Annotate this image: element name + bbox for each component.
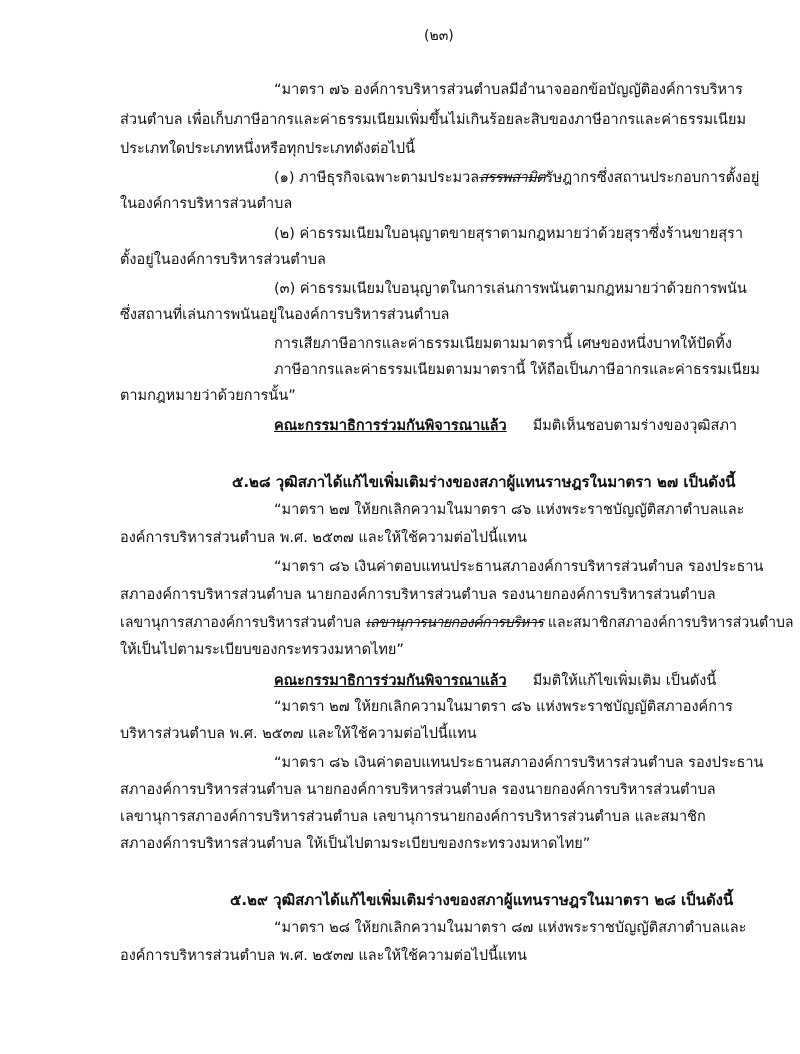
committee-label: คณะกรรมาธิการร่วมกันพิจารณาแล้ว bbox=[274, 673, 507, 689]
section-5-28-d-line-4: สภาองค์การบริหารส่วนตำบล ให้เป็นไปตามระเบียบของกระทรวงมหาดไทย” bbox=[120, 836, 591, 852]
b3-text-after: และสมาชิกสภาองค์การบริหารส่วนตำบล bbox=[543, 615, 794, 631]
section-5-28-c-line-1: “มาตรา ๒๗ ให้ยกเลิกความในมาตรา ๘๖ แห่งพระราชบัญญัติสภาองค์การ bbox=[274, 699, 733, 715]
paragraph-tax-line-1: ภาษีอากรและค่าธรรมเนียมตามมาตรานี้ ให้ถือเป็นภาษีอากรและค่าธรรมเนียม bbox=[274, 362, 760, 378]
section-5-28-d-line-2: สภาองค์การบริหารส่วนตำบล นายกองค์การบริหารส่วนตำบล รองนายกองค์การบริหารส่วนตำบล bbox=[120, 782, 716, 798]
item-1-text-before: (๑) ภาษีธุรกิจเฉพาะตามประมวล bbox=[274, 170, 480, 186]
item-3-line-1: (๓) ค่าธรรมเนียมใบอนุญาตในการเล่นการพนันตามกฎหมายว่าด้วยการพนัน bbox=[274, 281, 747, 297]
section-76-line-3: ประเภทใดประเภทหนึ่งหรือทุกประเภทดังต่อไปนี้ bbox=[120, 141, 416, 157]
section-5-28-b-line-2: สภาองค์การบริหารส่วนตำบล นายกองค์การบริหารส่วนตำบล รองนายกองค์การบริหารส่วนตำบล bbox=[120, 587, 716, 603]
section-5-28-a-line-1: “มาตรา ๒๗ ให้ยกเลิกความในมาตรา ๘๖ แห่งพระราชบัญญัติสภาตำบลและ bbox=[274, 502, 745, 518]
section-76-line-2: ส่วนตำบล เพื่อเก็บภาษีอากรและค่าธรรมเนียมเพิ่มขึ้นไม่เกินร้อยละสิบของภาษีอากรและค่าธรรมเนียม bbox=[120, 112, 747, 128]
item-1-line-2: ในองค์การบริหารส่วนตำบล bbox=[120, 196, 293, 212]
section-5-29-a-line-2: องค์การบริหารส่วนตำบล พ.ศ. ๒๕๓๗ และให้ใช้ความต่อไปนี้แทน bbox=[120, 948, 527, 964]
paragraph-tax-line-2: ตามกฎหมายว่าด้วยการนั้น” bbox=[120, 388, 296, 404]
item-2-line-2: ตั้งอยู่ในองค์การบริหารส่วนตำบล bbox=[120, 252, 326, 268]
section-5-28-b-line-1: “มาตรา ๘๖ เงินค่าตอบแทนประธานสภาองค์การบริหารส่วนตำบล รองประธาน bbox=[274, 559, 764, 575]
committee-opinion: มีมติเห็นชอบตามร่างของวุฒิสภา bbox=[532, 418, 738, 434]
section-5-28-d-line-3: เลขานุการสภาองค์การบริหารส่วนตำบล เลขานุการนายกองค์การบริหารส่วนตำบล และสมาชิก bbox=[120, 809, 706, 825]
item-1-struck-text: สรรพสามิต bbox=[479, 170, 546, 186]
committee-resolution-76 bbox=[274, 416, 737, 436]
section-heading-5-28: ๕.๒๘ วุฒิสภาได้แก้ไขเพิ่มเติมร่างของสภาผู้แทนราษฎรในมาตรา ๒๗ เป็นดังนี้ bbox=[232, 473, 736, 491]
section-76-line-1: “มาตรา ๗๖ องค์การบริหารส่วนตำบลมีอำนาจออกข้อบัญญัติองค์การบริหาร bbox=[274, 82, 743, 98]
b3-text-before: เลขานุการสภาองค์การบริหารส่วนตำบล bbox=[120, 615, 366, 631]
section-5-28-a-line-2: องค์การบริหารส่วนตำบล พ.ศ. ๒๕๓๗ และให้ใช้ความต่อไปนี้แทน bbox=[120, 530, 527, 546]
b3-struck-text: เลขานุการนายกองค์การบริหาร bbox=[365, 615, 544, 631]
page-number: (๒๓) bbox=[424, 28, 454, 44]
section-5-28-b-line-4: ให้เป็นไปตามระเบียบของกระทรวงมหาดไทย” bbox=[120, 642, 404, 658]
section-5-28-b-line-3 bbox=[120, 613, 794, 633]
committee-resolution-5-28 bbox=[274, 671, 716, 691]
item-1-text-after: รัษฎากรซึ่งสถานประกอบการตั้งอยู่ bbox=[545, 170, 760, 186]
section-heading-5-29: ๕.๒๙ วุฒิสภาได้แก้ไขเพิ่มเติมร่างของสภาผู้แทนราษฎรในมาตรา ๒๘ เป็นดังนี้ bbox=[230, 891, 734, 909]
section-5-29-a-line-1: “มาตรา ๒๘ ให้ยกเลิกความในมาตรา ๘๗ แห่งพระราชบัญญัติสภาตำบลและ bbox=[274, 920, 747, 936]
item-3-line-2: ซึ่งสถานที่เล่นการพนันอยู่ในองค์การบริหารส่วนตำบล bbox=[120, 307, 450, 323]
committee-label: คณะกรรมาธิการร่วมกันพิจารณาแล้ว bbox=[274, 418, 507, 434]
item-1-line-1 bbox=[274, 168, 759, 188]
section-5-28-d-line-1: “มาตรา ๘๖ เงินค่าตอบแทนประธานสภาองค์การบริหารส่วนตำบล รองประธาน bbox=[274, 755, 764, 771]
paragraph-rounding: การเสียภาษีอากรและค่าธรรมเนียมตามมาตรานี้ เศษของหนึ่งบาทให้ปัดทิ้ง bbox=[274, 336, 732, 352]
section-5-28-c-line-2: บริหารส่วนตำบล พ.ศ. ๒๕๓๗ และให้ใช้ความต่อไปนี้แทน bbox=[120, 726, 477, 742]
committee-opinion: มีมติให้แก้ไขเพิ่มเติม เป็นดังนี้ bbox=[532, 673, 717, 689]
item-2-line-1: (๒) ค่าธรรมเนียมใบอนุญาตขายสุราตามกฎหมายว่าด้วยสุราซึ่งร้านขายสุรา bbox=[274, 226, 743, 242]
